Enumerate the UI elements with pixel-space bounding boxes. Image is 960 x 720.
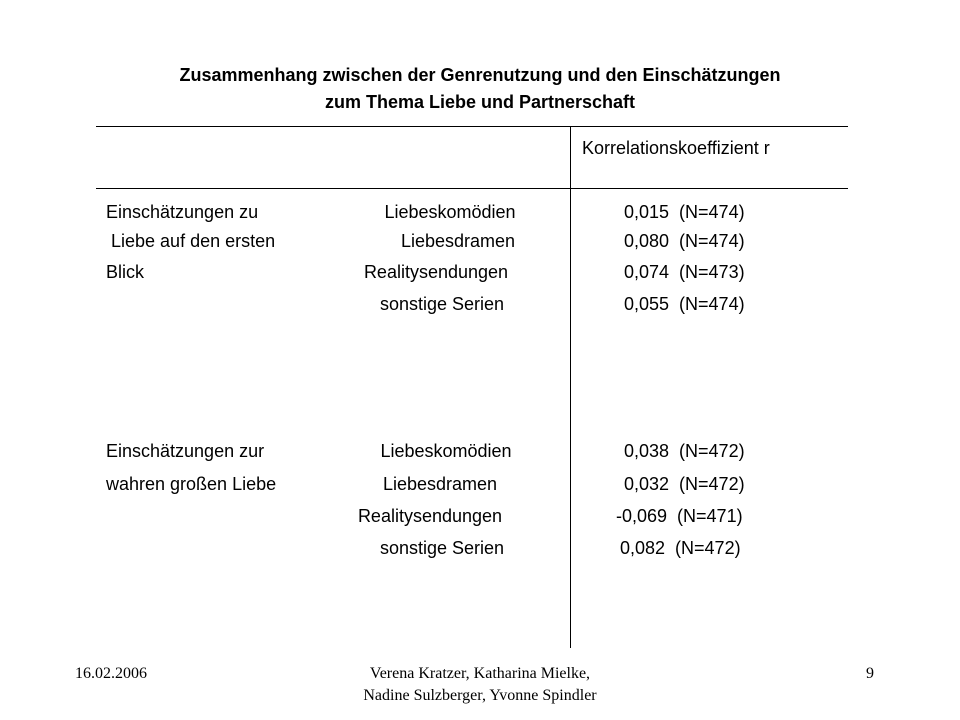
footer-authors-line-1: Verena Kratzer, Katharina Mielke, (369, 665, 591, 682)
group-2-value-liebesdramen: 0,032 (N=472) (624, 474, 745, 494)
slide-title-line-2: zum Thema Liebe und Partnerschaft (324, 92, 636, 112)
group-1-value-liebeskomoedien: 0,015 (N=474) (624, 202, 745, 222)
group-2-value-realitysendungen: -0,069 (N=471) (616, 506, 743, 526)
group-2-genre-sonstige-serien: sonstige Serien (379, 538, 505, 558)
group-1-genre-realitysendungen: Realitysendungen (363, 262, 509, 282)
footer-date: 16.02.2006 (75, 665, 147, 682)
group-2-value-liebeskomoedien: 0,038 (N=472) (624, 441, 745, 461)
group-1-label-line-2: Liebe auf den ersten (106, 231, 276, 251)
table-header-rule (96, 188, 848, 189)
group-1-label-line-1: Einschätzungen zu (106, 202, 259, 222)
group-2-label-line-2: wahren großen Liebe (106, 474, 277, 494)
group-2-genre-realitysendungen: Realitysendungen (357, 506, 503, 526)
group-1-label-line-3: Blick (106, 262, 145, 282)
group-2-genre-liebeskomoedien: Liebeskomödien (380, 441, 512, 461)
group-1-genre-liebesdramen: Liebesdramen (400, 231, 516, 251)
table-column-divider (570, 126, 571, 648)
group-2-label-line-1: Einschätzungen zur (106, 441, 265, 461)
group-2-genre-liebesdramen: Liebesdramen (382, 474, 498, 494)
group-1-genre-sonstige-serien: sonstige Serien (379, 294, 505, 314)
group-2-value-sonstige-serien: 0,082 (N=472) (620, 538, 741, 558)
group-1-genre-liebeskomoedien: Liebeskomödien (384, 202, 516, 222)
group-1-value-realitysendungen: 0,074 (N=473) (624, 262, 745, 282)
group-1-value-sonstige-serien: 0,055 (N=474) (624, 294, 745, 314)
footer-page-number: 9 (866, 665, 874, 682)
table-header-correlation: Korrelationskoeffizient r (582, 138, 770, 158)
group-1-value-liebesdramen: 0,080 (N=474) (624, 231, 745, 251)
footer-authors-line-2: Nadine Sulzberger, Yvonne Spindler (363, 687, 597, 704)
table-top-rule (96, 126, 848, 127)
slide-title-line-1: Zusammenhang zwischen der Genrenutzung und den Einschätzungen (179, 65, 781, 85)
